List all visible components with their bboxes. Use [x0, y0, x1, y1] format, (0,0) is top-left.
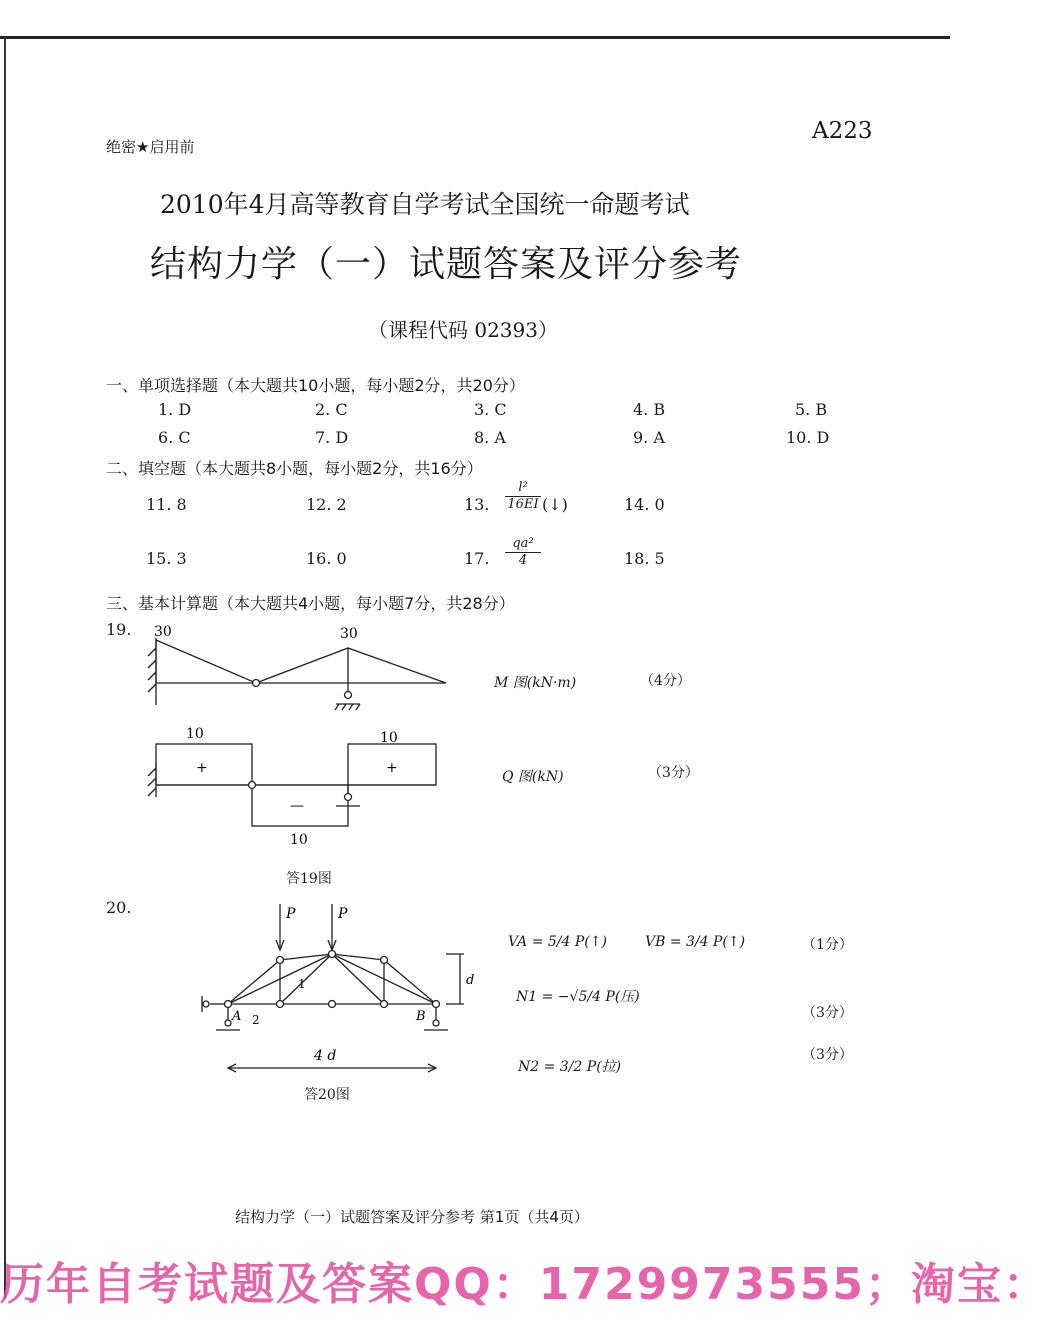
exam-title: 2010年4月高等教育自学考试全国统一命题考试 [160, 190, 690, 219]
section2-heading: 二、填空题（本大题共8小题，每小题2分，共16分） [106, 459, 483, 478]
reaction-va: VA = 5/4 P(↑) [508, 934, 607, 950]
load-label-1: P [286, 906, 296, 922]
truss-members [228, 954, 436, 1004]
force-n2-score: （3分） [802, 1047, 853, 1063]
shear-diagram [140, 722, 460, 848]
answer-13-direction: (↓) [542, 495, 568, 514]
figure-20-caption: 答20图 [304, 1087, 350, 1103]
force-n2: N2 = 3/2 P(拉) [518, 1059, 622, 1075]
answer-7: 7. D [315, 428, 349, 447]
shear-hinge [249, 782, 256, 789]
course-code: （课程代码 02393） [368, 318, 558, 342]
answer-13-fraction [505, 480, 541, 512]
scan-border-top [0, 36, 950, 39]
answer-17-fraction [505, 536, 541, 568]
span-label: 4 d [314, 1048, 337, 1064]
answer-18: 18. 5 [624, 549, 665, 568]
answer-17-denominator: 4 [505, 552, 541, 568]
answer-11: 11. 8 [146, 495, 187, 514]
scan-border-left [4, 36, 6, 1298]
answer-17-numerator: qa² [512, 536, 534, 551]
shear-value-left: 10 [186, 726, 204, 742]
reaction-score: （1分） [802, 937, 853, 953]
shear-sign-mid: — [290, 798, 304, 814]
figure-19-caption: 答19图 [286, 871, 332, 887]
force-n1-score: （3分） [802, 1005, 853, 1021]
shear-fixed-hatch [148, 768, 156, 796]
height-label: d [466, 973, 475, 988]
question-20-number: 20. [106, 898, 132, 917]
paper-code: A223 [812, 118, 873, 144]
answer-2: 2. C [315, 400, 348, 419]
moment-value-mid: 30 [340, 626, 358, 642]
answer-12: 12. 2 [306, 495, 347, 514]
reaction-vb: VB = 3/4 P(↑) [645, 934, 746, 950]
answer-13-numerator: l² [518, 480, 528, 495]
node-a-label: A [232, 1009, 242, 1024]
question-19-number: 19. [106, 620, 132, 639]
moment-diagram-score: （4分） [640, 673, 691, 689]
node-b-label: B [416, 1009, 426, 1024]
height-dimension [446, 954, 464, 1004]
answer-15: 15. 3 [146, 549, 187, 568]
answer-14: 14. 0 [624, 495, 665, 514]
moment-curve [156, 640, 446, 683]
force-n1: N1 = −√5/4 P(压) [516, 989, 640, 1005]
answer-1: 1. D [158, 400, 192, 419]
page-footer: 结构力学（一）试题答案及评分参考 第1页（共4页） [235, 1208, 589, 1226]
answer-10: 10. D [786, 428, 830, 447]
answer-8: 8. A [474, 428, 506, 447]
shear-value-negative: 10 [290, 832, 308, 848]
answer-13-number: 13. [464, 495, 490, 514]
member-2-label: 2 [252, 1013, 260, 1027]
shear-value-right: 10 [380, 730, 398, 746]
answer-5: 5. B [795, 400, 828, 419]
section3-heading: 三、基本计算题（本大题共4小题，每小题7分，共28分） [106, 594, 515, 613]
shear-diagram-label: Q 图(kN) [502, 769, 564, 785]
fixed-support-hatch [148, 648, 156, 692]
shear-sign-left: + [196, 760, 208, 776]
moment-diagram [140, 620, 460, 720]
confidential-label: 绝密★启用前 [106, 138, 195, 156]
load-label-2: P [338, 906, 348, 922]
answer-3: 3. C [474, 400, 507, 419]
roller-support [335, 683, 360, 710]
moment-diagram-label: M 图(kN·m) [494, 675, 577, 691]
answer-17-number: 17. [464, 549, 490, 568]
document-title: 结构力学（一）试题答案及评分参考 [150, 244, 743, 285]
truss-diagram [190, 896, 480, 1086]
member-1-label: 1 [298, 977, 306, 991]
shear-diagram-score: （3分） [648, 765, 699, 781]
answer-4: 4. B [633, 400, 666, 419]
hinge [253, 680, 260, 687]
answer-13-denominator: 16EI [505, 496, 541, 512]
answer-16: 16. 0 [306, 549, 347, 568]
moment-value-left: 30 [154, 624, 172, 640]
section1-heading: 一、单项选择题（本大题共10小题，每小题2分，共20分） [106, 376, 525, 395]
shear-sign-right: + [386, 760, 398, 776]
watermark-banner: 历年自考试题及答案QQ：1729973555；淘宝： [0, 1259, 1049, 1310]
span-dimension [228, 1064, 436, 1072]
answer-9: 9. A [633, 428, 665, 447]
load-arrows [276, 904, 336, 950]
support-b [424, 1008, 448, 1030]
answer-6: 6. C [158, 428, 191, 447]
